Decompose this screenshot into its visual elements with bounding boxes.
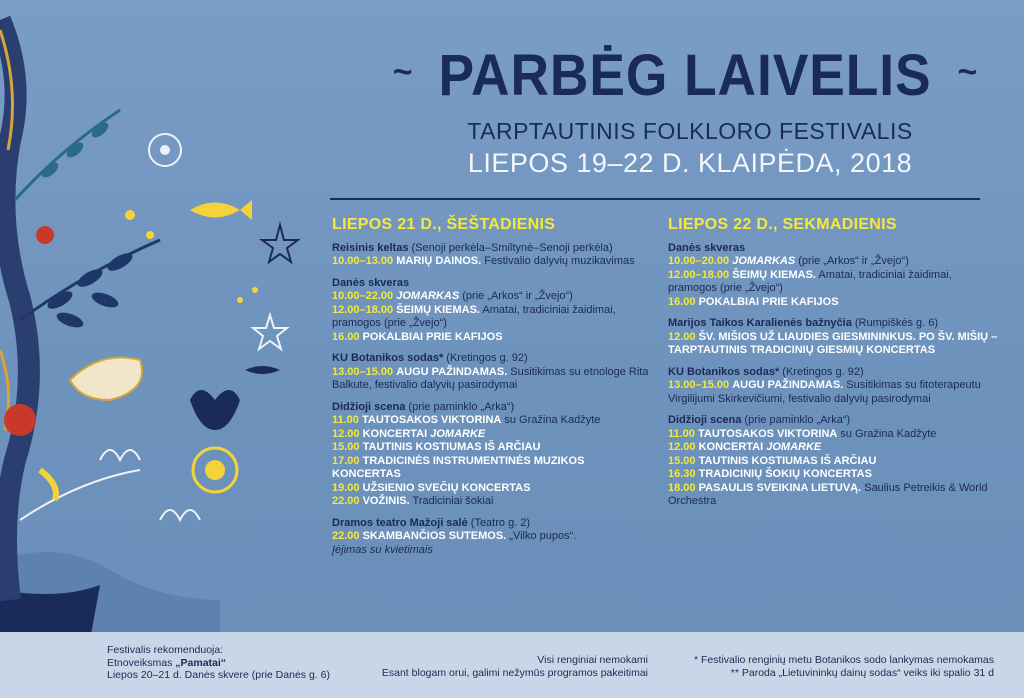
event-time: 18.00 [668, 481, 696, 494]
festival-subtitle: TARPTAUTINIS FOLKLORO FESTIVALIS [467, 118, 913, 144]
venue-address: (prie paminklo „Arka“) [405, 400, 515, 413]
venue-name: Danės skveras [668, 241, 746, 254]
rec-line3: Liepos 20–21 d. Danės skvere (prie Danės g. 6) [107, 669, 330, 681]
event-time: 10.00–22.00 [332, 290, 394, 302]
venue-heading [332, 242, 652, 256]
event-time: 22.00 [332, 495, 360, 507]
event-name: JOMARKAS [396, 290, 460, 302]
event-name: ŠEIMŲ KIEMAS. [732, 268, 816, 281]
event-description: Susitikimas su fitoterapeutu Virgilijumi Skirkevičiumi, festivalio dalyvių pasirodymai [668, 379, 981, 405]
event-item [332, 455, 652, 482]
event-time: 16.00 [668, 295, 696, 308]
venue-block [332, 277, 652, 345]
event-item [668, 255, 998, 269]
event-time: 11.00 [332, 414, 359, 426]
venue-heading [668, 242, 998, 256]
event-name: TAUTINIS KOSTIUMAS IŠ ARČIAU [698, 454, 877, 467]
event-name: JOMARKAS [732, 255, 796, 267]
sunday-column [668, 218, 998, 509]
event-name: AUGU PAŽINDAMAS. [396, 365, 508, 378]
venue-heading [332, 277, 652, 291]
title-text: PARBĖG LAIVELIS [438, 43, 932, 108]
event-time: 12.00 [668, 330, 696, 343]
event-item [332, 441, 652, 455]
event-time: 12.00–18.00 [332, 303, 394, 316]
venue-address: (Teatro g. 2) [467, 516, 531, 529]
event-description: (prie „Arkos“ ir „Žvejo“) [459, 290, 573, 302]
event-item [668, 379, 998, 406]
event-item [332, 482, 652, 496]
footnote-2: ** Paroda „Lietuvininkų dainų sodas“ veiks iki spalio 31 d [730, 666, 994, 679]
venue-address: (Kretingos g. 92) [443, 352, 528, 364]
event-name: UŽSIENIO SVEČIŲ KONCERTAS [362, 481, 531, 494]
venue-block [332, 517, 652, 558]
event-item [668, 455, 998, 469]
venue-heading [332, 401, 652, 415]
venue-block [332, 352, 652, 393]
event-item [332, 366, 652, 393]
venue-heading [668, 366, 998, 380]
event-name: TAUTINIS KOSTIUMAS IŠ ARČIAU [362, 441, 541, 453]
venue-address: (Senoji perkėla–Smiltynė–Senoji perkėla) [408, 241, 613, 254]
event-item [668, 482, 998, 509]
rec-event-name: „Pamatai“ [175, 656, 227, 669]
event-description: su Gražina Kadžyte [837, 427, 937, 440]
invite-note: Įėjimas su kvietimais [332, 543, 433, 556]
venue-name: Marijos Taikos Karalienės bažnyčia [668, 317, 852, 329]
event-time: 11.00 [668, 427, 695, 440]
event-name: MARIŲ DAINOS. [396, 255, 482, 267]
event-item [668, 269, 998, 296]
event-time: 12.00 [332, 427, 360, 440]
footer-recommendation [107, 644, 367, 682]
event-description: „Vilko pupos“. [506, 530, 577, 542]
header-divider [330, 198, 980, 200]
event-name: SKAMBANČIOS SUTEMOS. [362, 530, 507, 542]
event-name: TAUTOSAKOS VIKTORINA [361, 414, 502, 426]
event-time: 15.00 [332, 441, 360, 453]
event-name-extra: JOMARKE [430, 427, 486, 440]
venue-heading [668, 414, 998, 428]
event-description: Susitikimas su etnologe Rita Balkute, festivalio dalyvių pasirodymai [332, 365, 649, 391]
event-description: Amatai, tradiciniai žaidimai, pramogos (prie „Žvejo“) [668, 268, 952, 294]
festival-dates: LIEPOS 19–22 D. KLAIPĖDA, 2018 [467, 148, 913, 178]
venue-block [668, 242, 998, 310]
event-name: ŠV. MIŠIOS UŽ LIAUDIES GIESMININKUS. PO ŠV. MIŠIŲ – TARPTAUTINIS TRADICINIŲ GIESMIŲ KONCERTAS [668, 330, 998, 356]
event-item [668, 331, 998, 358]
saturday-column [332, 218, 652, 557]
venue-block [668, 317, 998, 358]
venue-name: KU Botanikos sodas* [332, 352, 444, 364]
event-time: 12.00 [668, 441, 696, 453]
venue-heading [332, 352, 652, 366]
event-time: 22.00 [332, 530, 360, 542]
event-description: su Gražina Kadžyte [501, 414, 601, 426]
festival-title [390, 44, 980, 108]
event-item [332, 304, 652, 331]
sunday-heading: LIEPOS 22 D., SEKMADIENIS [668, 216, 897, 233]
wave-ornament-left: ~ [392, 53, 413, 91]
wave-ornament-right: ~ [957, 53, 978, 91]
venue-name: KU Botanikos sodas* [668, 365, 780, 378]
event-name: KONCERTAI [362, 427, 428, 440]
venue-address: (Rumpiškės g. 6) [851, 317, 939, 329]
weather-note: Esant blogam orui, galimi nežymūs programos pakeitimai [381, 666, 648, 679]
event-item [332, 495, 652, 509]
event-description: (prie „Arkos“ ir „Žvejo“) [795, 255, 909, 267]
footer-bar [0, 632, 1024, 698]
event-item [668, 468, 998, 482]
event-name: ŠEIMŲ KIEMAS. [396, 303, 480, 316]
venue-block [332, 242, 652, 269]
event-name: TAUTOSAKOS VIKTORINA [697, 427, 838, 440]
venue-name: Didžioji scena [668, 414, 742, 426]
venue-block [668, 366, 998, 407]
event-name: TRADICINIŲ ŠOKIŲ KONCERTAS [698, 468, 872, 480]
rec-prefix: Etnoveiksmas [107, 656, 176, 669]
event-name: VOŽINIS. [362, 495, 410, 507]
event-name: POKALBIAI PRIE KAFIJOS [362, 330, 503, 343]
event-time: 13.00–15.00 [332, 365, 394, 378]
free-note: Visi renginiai nemokami [537, 654, 648, 666]
event-item [332, 290, 652, 304]
event-item [332, 428, 652, 442]
event-item [332, 530, 652, 544]
venue-name: Reisinis keltas [332, 241, 409, 254]
venue-heading [332, 517, 652, 531]
event-time: 16.00 [332, 330, 360, 343]
event-time: 10.00–13.00 [332, 255, 394, 267]
venue-name: Didžioji scena [332, 400, 406, 413]
event-item [332, 414, 652, 428]
saturday-heading: LIEPOS 21 D., ŠEŠTADIENIS [332, 216, 556, 233]
event-name: KONCERTAI [698, 441, 764, 453]
event-item [668, 428, 998, 442]
event-description: Saulius Petreikis & World Orchestra [668, 481, 988, 507]
event-name: POKALBIAI PRIE KAFIJOS [698, 295, 839, 308]
event-description: Amatai, tradiciniai žaidimai, pramogos (prie „Žvejo“) [332, 303, 616, 329]
event-item [332, 255, 652, 269]
event-time: 16.30 [668, 468, 696, 480]
event-name: PASAULIS SVEIKINA LIETUVĄ. [698, 481, 862, 494]
event-time: 12.00–18.00 [668, 268, 730, 281]
venue-heading [668, 317, 998, 331]
venue-block [668, 414, 998, 509]
folk-art-illustration [0, 0, 300, 698]
venue-address: (prie paminklo „Arka“) [741, 414, 851, 426]
event-time: 15.00 [668, 454, 696, 467]
footer-footnotes [660, 654, 994, 679]
venue-address: (Kretingos g. 92) [779, 365, 864, 378]
event-name: TRADICINĖS INSTRUMENTINĖS MUZIKOS KONCERTAS [332, 454, 585, 480]
event-name: AUGU PAŽINDAMAS. [732, 379, 844, 391]
event-time: 17.00 [332, 454, 360, 467]
event-time: 19.00 [332, 481, 360, 494]
event-description: Festivalio dalyvių muzikavimas [481, 255, 635, 267]
event-time: 13.00–15.00 [668, 379, 730, 391]
event-description: Tradiciniai šokiai [409, 495, 494, 507]
event-item [668, 296, 998, 310]
event-name-extra: JOMARKE [766, 441, 822, 453]
venue-block [332, 401, 652, 509]
rec-label: Festivalis rekomenduoja: [107, 644, 224, 656]
event-item [332, 331, 652, 345]
footnote-1: * Festivalio renginių metu Botanikos sodo lankymas nemokamas [694, 654, 994, 666]
event-time: 10.00–20.00 [668, 255, 730, 267]
venue-name: Dramos teatro Mažoji salė [332, 516, 468, 529]
footer-info [360, 654, 648, 679]
rec-line2 [107, 657, 367, 670]
venue-name: Danės skveras [332, 276, 410, 289]
event-item [668, 441, 998, 455]
